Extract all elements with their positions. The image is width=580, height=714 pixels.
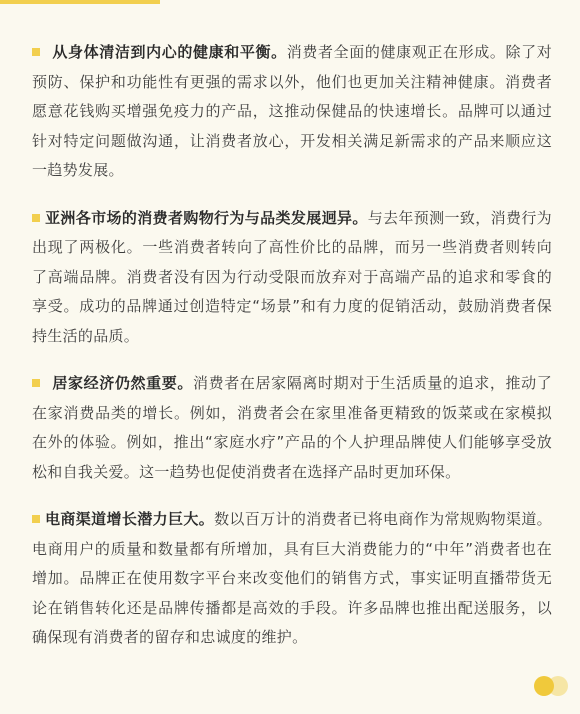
- yellow-dot-icon: [534, 676, 554, 696]
- paragraph-text: 数以百万计的消费者已将电商作为常规购物渠道。电商用户的质量和数量都有所增加，具有巨大消费能力的“中年”消费者也在增加。品牌正在使用数字平台来改变他们的销售方式，事实证明直播带货无论在销售转化还是品牌传播都是高效的手段。许多品牌也推出配送服务，以确保现有消费者的留存和忠诚度的维护。: [32, 510, 552, 646]
- article-body: [32, 38, 552, 653]
- bullet-square-icon: [32, 515, 40, 523]
- paragraph-home-economy: [32, 369, 552, 487]
- paragraph-asia-markets: [32, 204, 552, 352]
- paragraph-text: 消费者全面的健康观正在形成。除了对预防、保护和功能性有更强的需求以外，他们也更加关注精神健康。消费者愿意花钱购买增强免疫力的产品，这推动保健品的快速增长。品牌可以通过针对特定问题做沟通，让消费者放心，开发相关满足新需求的产品来顺应这一趋势发展。: [32, 43, 552, 179]
- paragraph-heading: 从身体清洁到内心的健康和平衡。: [52, 43, 287, 61]
- paragraph-text: 消费者在居家隔离时期对于生活质量的追求，推动了在家消费品类的增长。例如，消费者会在家里准备更精致的饭菜或在家模拟在外的体验。例如，推出“家庭水疗”产品的个人护理品牌使人们能够享受放松和自我关爱。这一趋势也促使消费者在选择产品时更加环保。: [32, 374, 552, 481]
- top-accent-bar: [0, 0, 160, 4]
- paragraph-ecommerce: [32, 505, 552, 653]
- bullet-square-icon: [32, 214, 40, 222]
- decorative-dots: [534, 676, 574, 700]
- paragraph-health-balance: [32, 38, 552, 186]
- paragraph-heading: 居家经济仍然重要。: [52, 374, 193, 392]
- paragraph-text: 与去年预测一致，消费行为出现了两极化。一些消费者转向了高性价比的品牌，而另一些消费者则转向了高端品牌。消费者没有因为行动受限而放弃对于高端产品的追求和零食的享受。成功的品牌通过创造特定“场景”和有力度的促销活动，鼓励消费者保持生活的品质。: [32, 208, 552, 345]
- paragraph-heading: 电商渠道增长潜力巨大。: [45, 510, 215, 528]
- bullet-square-icon: [32, 379, 40, 387]
- bullet-square-icon: [32, 48, 40, 56]
- paragraph-heading: 亚洲各市场的消费者购物行为与品类发展迥异。: [45, 208, 368, 227]
